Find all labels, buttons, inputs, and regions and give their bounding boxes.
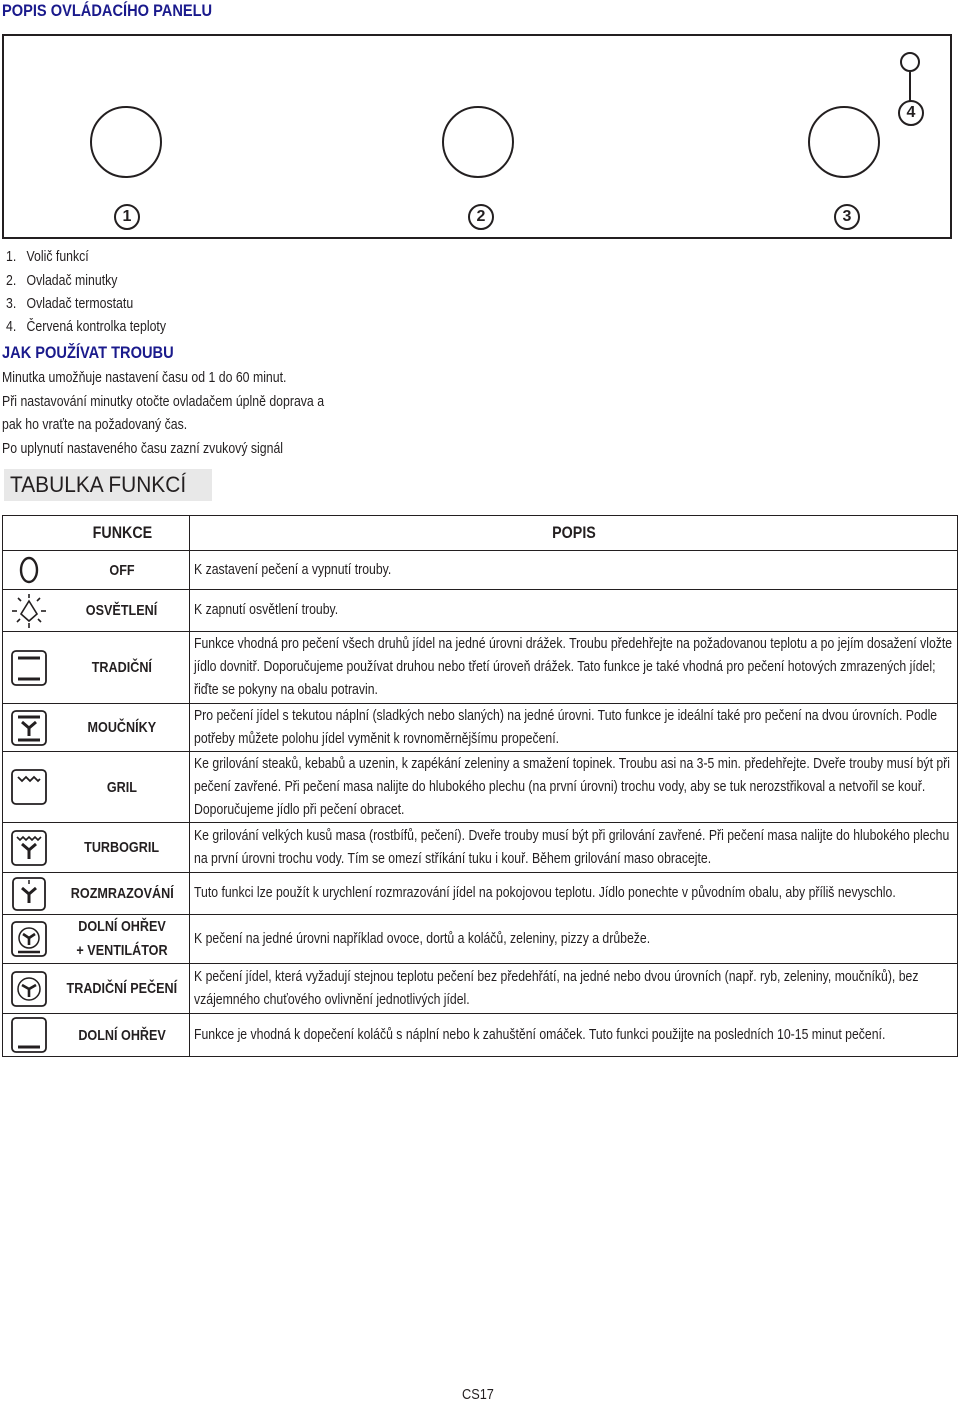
functions-table bbox=[2, 515, 958, 1057]
function-name: TURBOGRIL bbox=[84, 839, 160, 856]
legend-item-4: 4. Červená kontrolka teploty bbox=[6, 318, 166, 335]
table-heading-box bbox=[4, 469, 212, 501]
usage-line: Po uplynutí nastaveného času zazní zvukový signál bbox=[2, 440, 284, 457]
function-description: Tuto funkci lze použít k urychlení rozmrazování jídel na pokojovou teplotu. Jídlo ponechte v původním obalu, aby příliš nevyschlo. bbox=[194, 885, 896, 901]
function-name: DOLNÍ OHŘEV bbox=[78, 1026, 166, 1044]
page-title: POPIS OVLÁDACÍHO PANELU bbox=[2, 1, 213, 20]
usage-line: Při nastavování minutky otočte ovladačem úplně doprava a bbox=[2, 393, 325, 410]
usage-line: pak ho vraťte na požadovaný čas. bbox=[2, 416, 188, 433]
function-description: K pečení na jedné úrovni například ovoce, dortů a koláčů, zeleniny, pizzy a drůbeže. bbox=[194, 930, 651, 947]
function-name: DOLNÍ OHŘEV + VENTILÁTOR bbox=[76, 918, 168, 959]
page-number: CS17 bbox=[462, 1386, 494, 1403]
usage-line: Minutka umožňuje nastavení času od 1 do 60 minut. bbox=[2, 369, 287, 386]
table-row bbox=[3, 1014, 958, 1057]
function-name: OFF bbox=[109, 561, 135, 579]
table-row bbox=[3, 704, 958, 752]
legend-item-3: 3. Ovladač termostatu bbox=[6, 295, 134, 312]
legend-item-2: 2. Ovladač minutky bbox=[6, 272, 118, 289]
table-row bbox=[3, 551, 958, 590]
thermostat-knob bbox=[808, 106, 880, 178]
table-row bbox=[3, 873, 958, 915]
bottom-heat-fan-icon bbox=[3, 915, 56, 964]
function-selector-knob bbox=[90, 106, 162, 178]
bottom-heat-icon bbox=[3, 1014, 56, 1057]
function-description: Ke grilování steaků, kebabů a uzenin, k zapékání zeleniny a smažení topinek. Troubu asi na 3-5 min. předehřejte. Dveře trouby musí být při pečení zavřené. Při pečení masa nalijte do hlubokého plechu (na první úrovni) trochu vody, aby se tuk nerozstřikoval a netvořil se kouř. Doporučujeme jídlo při pečení obracet. bbox=[194, 755, 950, 818]
turbogrill-icon bbox=[3, 823, 56, 873]
lamp-leader-line bbox=[909, 72, 911, 102]
function-name: TRADIČNÍ bbox=[91, 659, 153, 676]
table-row bbox=[3, 590, 958, 632]
callout-3: 3 bbox=[834, 204, 860, 230]
table-row bbox=[3, 752, 958, 823]
function-name: GRIL bbox=[106, 778, 138, 796]
table-row bbox=[3, 632, 958, 704]
callout-1: 1 bbox=[114, 204, 140, 230]
table-heading: TABULKA FUNKCÍ bbox=[10, 472, 187, 497]
grill-icon bbox=[3, 752, 56, 823]
callout-4: 4 bbox=[898, 100, 924, 126]
callout-2: 2 bbox=[468, 204, 494, 230]
legend-item-1: 1. Volič funkcí bbox=[6, 248, 89, 265]
table-row bbox=[3, 915, 958, 964]
function-description: K pečení jídel, která vyžadují stejnou teplotu pečení bez předehřátí, na jedné nebo dvou úrovních (např. ryb, zeleniny, moučníků), bez vzájemného chuťového ovlivnění jednotlivých jídel. bbox=[194, 968, 919, 1008]
forced-air-icon bbox=[3, 964, 56, 1014]
off-zero-icon bbox=[3, 551, 56, 590]
table-row bbox=[3, 964, 958, 1014]
function-description: K zapnutí osvětlení trouby. bbox=[194, 602, 339, 618]
function-name: OSVĚTLENÍ bbox=[86, 602, 158, 619]
top-bottom-heat-icon bbox=[3, 632, 56, 704]
control-panel-diagram bbox=[2, 34, 952, 239]
function-name: ROZMRAZOVÁNÍ bbox=[70, 885, 174, 902]
function-description: Pro pečení jídel s tekutou náplní (sladkých nebo slaných) na jedné úrovni. Tuto funkce je ideální také pro pečení na dvou úrovních. Podle potřeby můžete polohu jídel vyměnit k rovnoměrnějšímu propečení. bbox=[194, 707, 938, 747]
table-row bbox=[3, 823, 958, 873]
fan-top-bottom-heat-icon bbox=[3, 704, 56, 752]
col-header-description: POPIS bbox=[551, 523, 596, 542]
function-description: Ke grilování velkých kusů masa (rostbífů, pečení). Dveře trouby musí být při grilování zavřené. Při pečení masa nalijte do hlubokého plechu na první úrovni trochu vody. Tím se omezí stříkání tuku i kouř. Během grilování maso obracejte. bbox=[194, 827, 950, 867]
function-description: Funkce vhodná pro pečení všech druhů jídel na jedné úrovni drážek. Troubu předehřejte na požadovanou teplotu a po jejím dosažení vložte jídlo dovnitř. Doporučujeme používat druhou nebo třetí úroveň drážek. Tato funkce je také vhodná pro pečení hotových zmrazených jídel; řiďte se pokyny na obalu potravin. bbox=[194, 636, 953, 698]
usage-heading: JAK POUŽÍVAT TROUBU bbox=[2, 343, 174, 362]
function-name: TRADIČNÍ PEČENÍ bbox=[66, 980, 178, 997]
defrost-icon bbox=[3, 873, 56, 915]
function-description: Funkce je vhodná k dopečení koláčů s náplní nebo k zahuštění omáček. Tuto funkci použijte na posledních 10-15 minut pečení. bbox=[194, 1026, 886, 1043]
col-header-function: FUNKCE bbox=[92, 523, 152, 542]
temperature-lamp bbox=[900, 52, 920, 72]
function-description: K zastavení pečení a vypnutí trouby. bbox=[194, 561, 392, 578]
table-header-row bbox=[3, 516, 958, 551]
light-bulb-icon bbox=[3, 590, 56, 632]
function-name: MOUČNÍKY bbox=[87, 719, 157, 736]
timer-knob bbox=[442, 106, 514, 178]
